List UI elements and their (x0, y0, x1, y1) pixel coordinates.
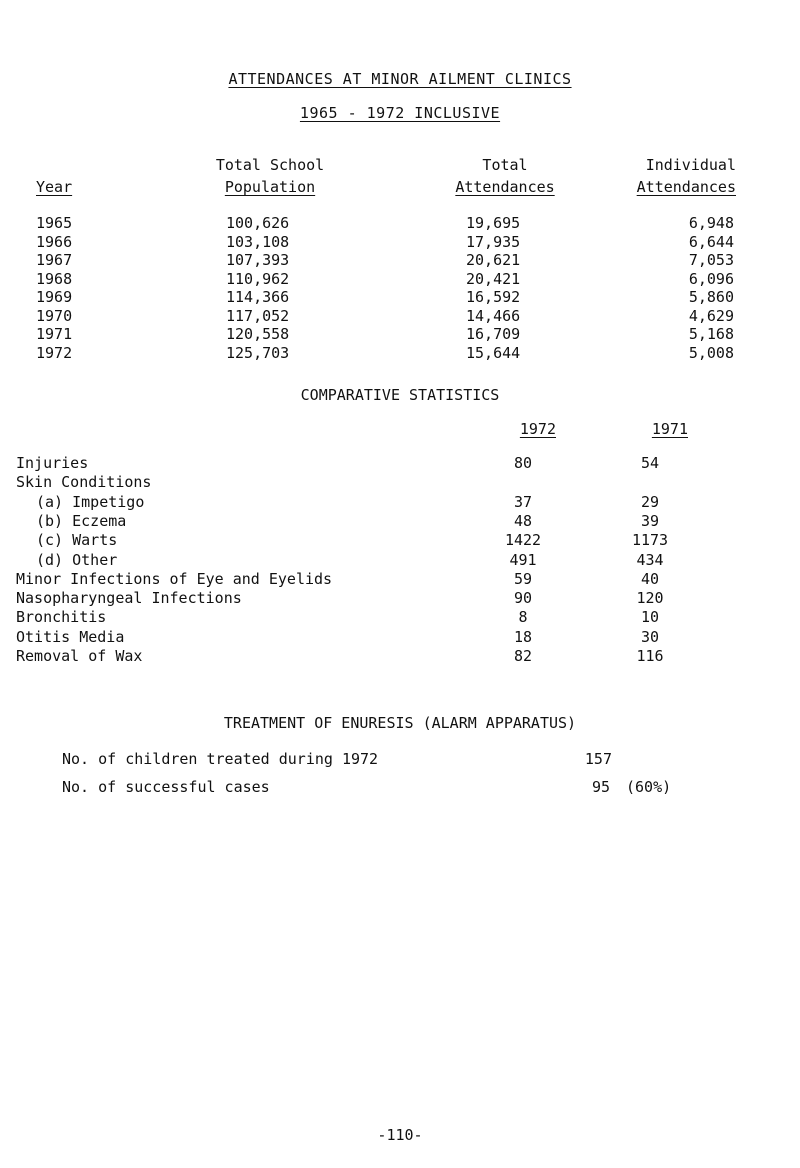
cell-total-attendances: 15,644 (466, 343, 521, 362)
comparative-1972-value: 491 (509, 550, 537, 569)
cell-individual-attendances: 5,860 (688, 288, 734, 306)
comparative-1972-value: 80 (513, 454, 533, 472)
comparative-1972-value: 90 (513, 589, 533, 608)
comparative-row (0, 454, 800, 472)
cell-individual-attendances: 6,096 (688, 269, 734, 288)
cell-individual-attendances: 5,008 (688, 343, 734, 362)
comparative-label: Otitis Media (16, 627, 125, 646)
comparative-col-1972: 1972 (519, 420, 556, 438)
comparative-1971-value: 40 (640, 569, 660, 588)
cell-year: 1965 (36, 214, 73, 232)
comparative-row (0, 589, 800, 607)
comparative-label: Minor Infections of Eye and Eyelids (16, 569, 333, 588)
header-population-line1: Total School (215, 156, 325, 174)
header-individual-line1: Individual (645, 156, 736, 174)
cell-total-attendances: 16,709 (466, 325, 521, 343)
cell-total-attendances: 17,935 (466, 232, 521, 251)
comparative-row (0, 608, 800, 626)
cell-individual-attendances: 5,168 (688, 325, 734, 343)
comparative-label: Bronchitis (16, 608, 107, 627)
comparative-1972-value: 59 (513, 569, 533, 588)
cell-total-attendances: 19,695 (466, 214, 521, 232)
attendance-row (0, 344, 800, 362)
enuresis-heading: TREATMENT OF ENURESIS (ALARM APPARATUS) (223, 714, 577, 732)
header-total-line1: Total (482, 156, 528, 174)
cell-individual-attendances: 6,644 (688, 232, 734, 251)
cell-population: 117,052 (226, 306, 290, 325)
comparative-label: Injuries (16, 454, 89, 472)
cell-population: 125,703 (226, 343, 290, 362)
comparative-label: Removal of Wax (16, 647, 143, 665)
attendance-row (0, 288, 800, 306)
comparative-label: (d) Other (36, 550, 118, 569)
page-subtitle: 1965 - 1972 INCLUSIVE (299, 104, 501, 122)
comparative-label: Nasopharyngeal Infections (16, 589, 242, 608)
success-value: 95 (591, 778, 610, 796)
comparative-1972-value: 37 (513, 492, 533, 511)
cell-population: 120,558 (226, 325, 290, 343)
comparative-1972-value: 48 (513, 511, 533, 530)
cell-year: 1968 (36, 269, 73, 288)
comparative-heading: COMPARATIVE STATISTICS (300, 386, 500, 404)
cell-individual-attendances: 7,053 (688, 251, 734, 269)
header-individual-line2 (600, 178, 736, 196)
cell-year: 1969 (36, 288, 73, 306)
comparative-label: (a) Impetigo (36, 492, 145, 511)
header-population-label: Population (224, 178, 316, 196)
cell-population: 110,962 (226, 269, 290, 288)
comparative-1972-value: 18 (513, 627, 533, 646)
comparative-row (0, 531, 800, 549)
comparative-1971-value: 116 (636, 647, 664, 665)
header-total-label: Attendances (455, 178, 555, 196)
attendance-row (0, 233, 800, 251)
header-population-line2 (180, 178, 360, 196)
attendance-row (0, 251, 800, 269)
attendance-row (0, 325, 800, 343)
comparative-1971-value: 10 (640, 608, 660, 627)
comparative-1972-value: 82 (513, 647, 533, 665)
treated-label: No. of children treated during 1972 (62, 750, 379, 768)
comparative-label: (c) Warts (36, 531, 118, 550)
comparative-col-1971: 1971 (651, 420, 688, 438)
comparative-1971-value: 434 (636, 550, 664, 569)
cell-individual-attendances: 6,948 (688, 214, 734, 232)
comparative-row (0, 570, 800, 588)
success-percent: (60%) (626, 778, 672, 796)
cell-year: 1971 (36, 325, 73, 343)
header-individual-label: Attendances (636, 178, 736, 196)
cell-total-attendances: 14,466 (466, 306, 521, 325)
cell-year: 1966 (36, 232, 73, 251)
attendance-row (0, 270, 800, 288)
comparative-1971-value: 39 (640, 511, 660, 530)
comparative-1972-value: 8 (518, 608, 528, 627)
cell-total-attendances: 16,592 (466, 288, 521, 306)
treated-value: 157 (584, 750, 612, 768)
page-number: -110- (377, 1126, 423, 1144)
page-title: ATTENDANCES AT MINOR AILMENT CLINICS (228, 70, 572, 88)
success-label: No. of successful cases (62, 778, 270, 796)
comparative-1971-value: 1173 (631, 531, 669, 550)
cell-population: 103,108 (226, 232, 290, 251)
comparative-1971-value: 30 (640, 627, 660, 646)
comparative-1972-value: 1422 (504, 531, 542, 550)
comparative-label: (b) Eczema (36, 511, 127, 530)
cell-population: 114,366 (226, 288, 290, 306)
comparative-row (0, 647, 800, 665)
cell-year: 1970 (36, 306, 73, 325)
cell-population: 100,626 (226, 214, 290, 232)
header-year-label: Year (36, 178, 73, 196)
header-year (36, 178, 72, 196)
cell-population: 107,393 (226, 251, 290, 269)
comparative-row (0, 512, 800, 530)
comparative-row (0, 473, 800, 491)
attendance-row (0, 214, 800, 232)
cell-total-attendances: 20,421 (466, 269, 521, 288)
comparative-1971-value: 29 (640, 492, 660, 511)
cell-total-attendances: 20,621 (466, 251, 521, 269)
comparative-1971-value: 120 (636, 589, 664, 608)
comparative-1971-value: 54 (640, 454, 660, 472)
cell-year: 1972 (36, 343, 73, 362)
cell-individual-attendances: 4,629 (688, 306, 734, 325)
comparative-row (0, 628, 800, 646)
cell-year: 1967 (36, 251, 73, 269)
header-total-line2 (420, 178, 590, 196)
comparative-label: Skin Conditions (16, 473, 152, 492)
attendance-row (0, 307, 800, 325)
comparative-row (0, 493, 800, 511)
comparative-row (0, 551, 800, 569)
